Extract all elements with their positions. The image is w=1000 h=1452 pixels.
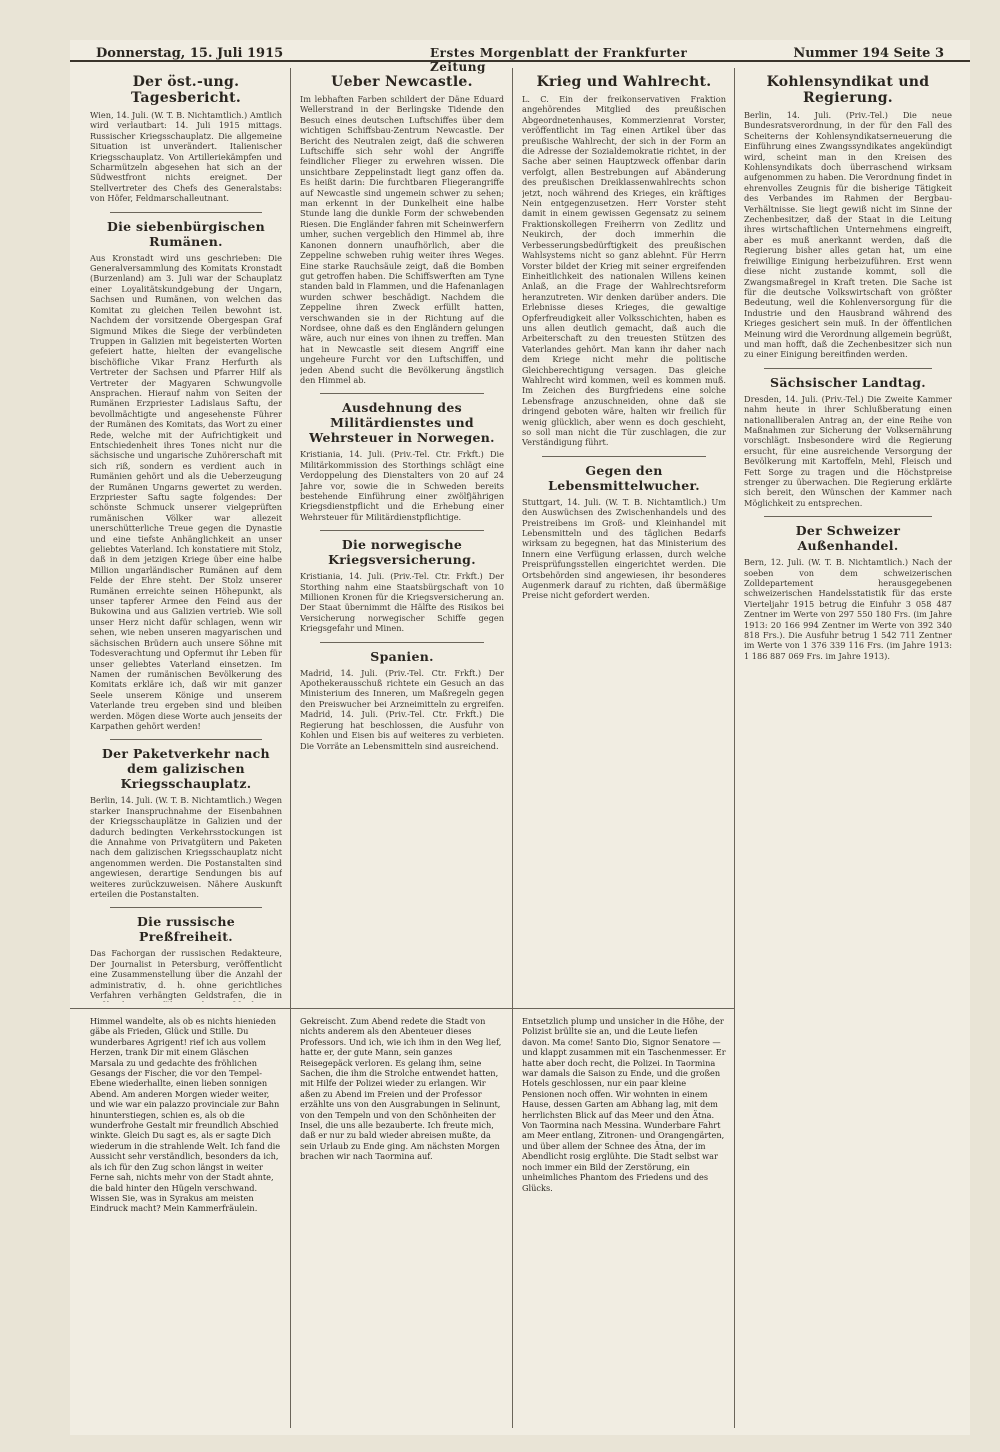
article-title: Der öst.-ung. Tagesbericht. — [130, 74, 242, 106]
column-3 — [522, 70, 726, 1002]
article-title: Die russische Preßfreiheit. — [137, 914, 235, 945]
divider — [110, 907, 262, 908]
article-text: Im lebhaften Farben schildert der Däne Eduard Wellerstrand in der Berlingske Tidende den Besuch eines deutschen Luftschiffes über dem wichtigen Schiffsbau-Zentrum Newcastle. Der Bericht des Neutralen zeigt, daß die schweren Luftschiffe sich sehr wohl der Angriffe feindlicher Flieger zu erwehren wissen. Die unsichtbare Zeppelinstadt liegt ganz offen da. Es heißt darin: Die furchtbaren Fliegerangriffe auf Newcastle sind ungemein schwer zu sehen; man erkennt in der Dunkelheit eine halbe Stunde lang die dunkle Form der schwebenden Riesen. Die Engländer fahren mit Scheinwerfern umher, suchen vergeblich den Himmel ab, ihre Kanonen donnern unaufhörlich, aber die Zeppeline schweben ruhig weiter ihres Weges. Eine starke Rauchsäule zeigt, daß die Bomben gut getroffen haben. Die Schiffswerften am Tyne standen bald in Flammen, und die Hafenanlagen wurden schwer beschädigt. Nachdem die Zeppeline ihren Zweck erfüllt hatten, verschwanden sie in der Richtung auf die Nordsee, ohne daß es den Engländern gelungen wäre, auch nur eines von ihnen zu treffen. Man hat in Newcastle seit diesem Angriff eine ungeheure Furcht vor den Luftschiffen, und jeden Abend sucht die Bevölkerung ängstlich den Himmel ab. — [300, 94, 504, 385]
article-title: Ausdehnung des Militärdienstes und Wehrsteuer in Norwegen. — [309, 400, 495, 446]
feuilleton-text: Himmel wandelte, als ob es nichts hienieden gäbe als Frieden, Glück und Stille. Du wunderbares Agrigent! rief ich aus vollem Herzen, trank Dir mit einem Gläschen Marsala zu und gedachte des fröhlichen Gesangs der Fischer, die vor den Tempel-Ebene wiederhallte, einen lieben sonnigen Abend. Am anderen Morgen wieder weiter, und wie war ein palazzo provinciale zur Bahn hinunterstiegen, schien es, als ob die wunderfrohe Gestalt mir freundlich Abschied winkte. Gleich Du sagt es, als er sagte Dich wiederum in die strahlende Welt. Ich fand die Aussicht sehr verständlich, besonders da ich, als ich für den Zug schon längst in weiter Ferne sah, nichts mehr von der Stadt ahnte, die bald hinter den Hügeln verschwand. Wissen Sie, was in Syrakus am meisten Eindruck macht? Mein Kammerfräulein. — [90, 1016, 281, 1214]
article-title: Gegen den Lebensmittelwucher. — [548, 462, 700, 493]
divider — [764, 368, 932, 369]
article-text: Berlin, 14. Juli. (W. T. B. Nichtamtlich.) Wegen starker Inanspruchnahme der Eisenbahnen der Kriegsschauplätze in Galizien und der dadurch bedingten Verkehrsstockungen ist die Annahme von Privatgütern und Paketen nach dem galizischen Kriegsschauplatz nicht angenommen werden. Die Postanstalten sind angewiesen, derartige Sendungen bis auf weiteres zurückzuweisen. Nähere Auskunft erteilen die Postanstalten. — [90, 795, 282, 899]
feuilleton-text: Gekreischt. Zum Abend redete die Stadt von nichts anderem als den Abenteuer dieses Professors. Und ich, wie ich ihm in den Weg lief, hatte er, der gute Mann, sein ganzes Reisegepäck verloren. Es gelang ihm, seine Sachen, die ihm die Strolche entwendet hatten, mit Hilfe der Polizei wieder zu erlangen. Wir aßen zu Abend im Freien und der Professor erzählte uns von den Ausgrabungen in Selinunt, von den Tempeln und von den Schönheiten der Insel, die uns alle bezauberte. Ich freute mich, daß er nur zu bald wieder abreisen mußte, da sein Urlaub zu Ende ging. Am nächsten Morgen brachen wir nach Taormina auf. — [300, 1016, 502, 1162]
article-lebensmittelwucher — [522, 463, 726, 601]
divider — [320, 530, 484, 531]
feuilleton-column-2 — [300, 1016, 504, 1426]
article-wahlrecht — [522, 74, 726, 448]
article-pressfreiheit — [90, 914, 282, 1002]
article-text: Stuttgart, 14. Juli. (W. T. B. Nichtamtlich.) Um den Auswüchsen des Zwischenhandels und des Preistreibens im Groß- und Kleinhandel mit Lebensmitteln und des täglichen Bedarfs wirksam zu begegnen, hat das Ministerium des Innern eine Verfügung erlassen, durch welche Preisprüfungsstellen eingerichtet werden. Die Ortsbehörden sind angewiesen, ihr besonderes Augenmerk darauf zu richten, daß übermäßige Preise nicht gefordert werden. — [522, 496, 726, 601]
masthead — [70, 40, 970, 74]
article-title: Die norwegische Kriegsversicherung. — [328, 537, 476, 568]
feuilleton-column-3 — [522, 1016, 726, 1426]
column-4 — [744, 70, 952, 1425]
article-norwegen — [300, 400, 504, 522]
column-rule — [512, 68, 513, 1428]
column-rule — [290, 68, 291, 1428]
issue-number: Nummer 194 Seite 3 — [793, 46, 944, 61]
column-1 — [90, 70, 282, 1002]
article-text: Bern, 12. Juli. (W. T. B. Nichtamtlich.) Nach der soeben von dem schweizerischen Zolldepartement herausgegebenen schweizerischen Handelsstatistik für das erste Vierteljahr 1915 betrug die Einfuhr 3 058 487 Zentner im Werte von 297 550 180 Frs. (im Jahre 1913: 20 166 994 Zentner im Werte von 392 340 818 Frs.). Die Ausfuhr betrug 1 542 711 Zentner im Werte von 1 376 339 116 Frs. (im Jahre 1913: 1 186 887 069 Frs. im Jahre 1913). — [744, 557, 952, 661]
divider — [110, 212, 262, 213]
article-spanien — [300, 649, 504, 751]
article-rumaenen — [90, 219, 282, 732]
article-title: Krieg und Wahlrecht. — [536, 74, 712, 90]
article-text: Das Fachorgan der russischen Redakteure, Der Journalist in Petersburg, veröffentlicht eine Zusammenstellung über die Anzahl der administrativ, d. h. ohne gerichtliches Verfahren verhängten Geldstrafen, die in — [90, 948, 282, 1001]
newspaper-title: Erstes Morgenblatt der Frankfurter Zeitung — [430, 46, 688, 74]
article-text: Berlin, 14. Juli. (Priv.-Tel.) Die neue Bundesratsverordnung, in der für den Fall des Scheiterns der Kohlensyndikatserneuerung die Einführung eines Zwangssyndikates angekündigt wird, scheint man in den Kreisen des Kohlensyndikats doch überraschend wirksam aufgenommen zu haben. Die Verordnung findet in ehrenvolles Zeugnis für die bisherige Tätigkeit des Verbandes im Rahmen der Bergbau-Verhältnisse. Sie liegt gewiß nicht im Sinne der Zechenbesitzer, daß der Staat in die Leitung ihres wirtschaftlichen Unternehmens eingreift, aber es muß anerkannt werden, daß die Regierung bisher alles getan hat, um eine freiwillige Einigung herbeizuführen. Erst wenn diese nicht zustande kommt, soll die Zwangsmaßregel in Kraft treten. Die Sache ist für die deutsche Volkswirtschaft von größter Bedeutung, weil die Kohlenversorgung für die Industrie und den Hausbrand während des Krieges gesichert sein muß. In der öffentlichen Meinung wird die Verordnung allgemein begrüßt, und man hofft, daß die Zechenbesitzer sich nun zu einer Einigung bereitfinden werden. — [744, 110, 952, 360]
article-title: Der Schweizer Außenhandel. — [795, 523, 901, 554]
issue-date: Donnerstag, 15. Juli 1915 — [96, 46, 284, 61]
article-landtag — [744, 375, 952, 508]
divider — [320, 393, 484, 394]
feuilleton-column-1 — [90, 1016, 282, 1426]
divider — [320, 642, 484, 643]
newspaper-page — [70, 40, 970, 1435]
article-text: Kristiania, 14. Juli. (Priv.-Tel. Ctr. Frkft.) Der Storthing nahm eine Staatsbürgschaft von 10 Millionen Kronen für die Kriegsversicherung an. Der Staat übernimmt die Hälfte des Risikos bei Versicherung norwegischer Schiffe gegen Kriegsgefahr und Minen. — [300, 571, 504, 634]
article-tagesbericht — [90, 74, 282, 204]
article-title: Der Paketverkehr nach dem galizischen Kriegsschauplatz. — [102, 746, 270, 792]
article-text: L. C. Ein der freikonservativen Fraktion angehörendes Mitglied des preußischen Abgeordnetenhauses, Kommerzienrat Vorster, veröffentlicht im Tag einen Artikel über das preußische Wahlrecht, der sich in der Form an die Adresse der Sozialdemokratie richtet, in der Sache aber seinen Hauptzweck offenbar darin verfolgt, allen Bestrebungen auf Abänderung des preußischen Dreiklassenwahlrechts schon jetzt, noch während des Krieges, ein kräftiges Nein entgegenzusetzen. Herr Vorster steht damit in einem gewissen Gegensatz zu seinem Fraktionskollegen Freiherrn von Zedlitz und Neukirch, der doch immerhin die Verbesserungsbedürftigkeit des preußischen Wahlsystems nicht so ganz ablehnt. Für Herrn Vorster bildet der Krieg mit seiner ergreifenden Einheitlichkeit des nationalen Willens keinen Anlaß, an die Frage der Wahlrechtsreform heranzutreten. Wir denken darüber anders. Die Erlebnisse dieses Krieges, die gewaltige Opferfreudigkeit aller Volksschichten, haben es uns allen deutlich gemacht, daß auch die Arbeiterschaft zu den treuesten Stützen des Vaterlandes gehört. Man kann ihr daher nach dem Kriege nicht mehr die politische Gleichberechtigung versagen. Das gleiche Wahlrecht wird kommen, weil es kommen muß. Im Zeichen des Burgfriedens eine solche Lebensfrage anzuschneiden, ohne daß sie dringend geboten wäre, halten wir freilich für wenig glücklich, aber wenn es doch geschieht, so soll man nicht die Tür zuschlagen, die zur Verständigung führt. — [522, 94, 726, 448]
divider — [764, 516, 932, 517]
article-kohlensyndikat — [744, 74, 952, 360]
feuilleton-rule — [70, 1008, 734, 1009]
article-title: Die siebenbürgischen Rumänen. — [106, 218, 266, 249]
article-text: Madrid, 14. Juli. (Priv.-Tel. Ctr. Frkft.) Der Apothekerausschuß richtete ein Gesuch an das Ministerium des Inneren, um Maßregeln gegen den Preiswucher bei Arzneimitteln zu ergreifen. Madrid, 14. Juli. (Priv.-Tel. Ctr. Frkft.) Die Regierung hat beschlossen, die Ausfuhr von Kohlen und Eisen bis auf weiteres zu verbieten. Die Vorräte an Lebensmitteln sind ausreichend. — [300, 667, 504, 751]
article-paketverkehr — [90, 746, 282, 899]
article-title: Kohlensyndikat und Regierung. — [766, 74, 930, 106]
article-aussenhandel — [744, 523, 952, 661]
divider — [110, 739, 262, 740]
column-rule — [734, 68, 735, 1428]
article-title: Spanien. — [370, 648, 434, 664]
feuilleton-text: Entsetzlich plump und unsicher in die Höhe, der Polizist brüllte sie an, und die Leute liefen davon. Ma come! Santo Dio, Signor Senatore — und klappt zusammen mit ein Taschenmesser. Er hatte aber doch recht, die Polizei. In Taormina war damals die Saison zu Ende, und die großen Hotels geschlossen, nur ein paar kleine Pensionen noch offen. Wir wohnten in einem Hause, dessen Garten am Abhang lag, mit dem herrlichsten Blick auf das Meer und den Ätna. Von Taormina nach Messina. Wunderbare Fahrt am Meer entlang, Zitronen- und Orangengärten, und über allem der Schnee des Ätna, der im Abendlicht rosig erglühte. Die Stadt selbst war noch immer ein Bild der Zerstörung, ein unheimliches Phantom des Friedens und des Glücks. — [522, 1016, 726, 1193]
column-2 — [300, 70, 504, 1002]
article-text: Kristiania, 14. Juli. (Priv.-Tel. Ctr. Frkft.) Die Militärkommission des Storthings schlägt eine Verdoppelung des Dienstalters von 20 auf 24 Jahre vor, sowie die in Schweden bereits bestehende Einführung einer zwölfjährigen Kriegsdienstpflicht und die Erhebung einer Wehrsteuer für Militärdienstpflichtige. — [300, 449, 504, 522]
article-text: Dresden, 14. Juli. (Priv.-Tel.) Die Zweite Kammer nahm heute in ihrer Schlußberatung einen nationalliberalen Antrag an, der eine Reihe von Maßnahmen zur Sicherung der Volksernährung vorschlägt. Insbesondere wird die Regierung ersucht, für eine ausreichende Versorgung der Bevölkerung mit Kartoffeln, Mehl, Fleisch und Fett Sorge zu tragen und die Höchstpreise strenger zu überwachen. Die Regierung erklärte sich bereit, den Wünschen der Kammer nach Möglichkeit zu entsprechen. — [744, 393, 952, 508]
article-title: Sächsischer Landtag. — [770, 374, 926, 390]
divider — [542, 456, 706, 457]
article-kriegsversicherung — [300, 537, 504, 633]
article-text: Aus Kronstadt wird uns geschrieben: Die Generalversammlung des Komitats Kronstadt (Burzenland) am 3. Juli war der Schauplatz einer Loyalitätskundgebung der Ungarn, Sachsen und Rumänen, von welchen das Komitat zu gleichen Teilen bewohnt ist. Nachdem der vorsitzende Obergespan Graf Sigmund Mikes die Siege der verbündeten Truppen in Galizien mit begeisterten Worten gefeiert hatte, hielten der evangelische bischöfliche Vikar Franz Herfurth als Vertreter der Sachsen und Pfarrer Hilf als Vertreter der Magyaren Schwungvolle Ansprachen. Hierauf nahm von Seiten der Rumänen Erzpriester Ladislaus Saftu, der bevollmächtigte und angesehenste Führer der Rumänen des Komitats, das Wort zu einer Rede, welche mit der Aufrichtigkeit und Entschiedenheit ihres Tones nicht nur die sächsische und ungarische Zuhörerschaft mit sich riß, sondern es verdient auch in Rumänien gehört und als die Ueberzeugung der Rumänen Ungarns gewertet zu werden. Erzpriester Saftu sagte folgendes: Der schönste Schmuck unserer vielgeprüften rumänischen Völker war allezeit unerschütterliche Treue gegen die Dynastie und eine tiefste Anhänglichkeit an unser geliebtes Vaterland. Ich konstatiere mit Stolz, daß in dem jetzigen Kriege über eine halbe Million ungarländischer Rumänen auf dem Felde der Ehre steht. Der Stolz unserer Rumänen erreichte seinen Höhepunkt, als unser tapferer Armee den Feind aus der Bukowina und aus Galizien vertrieb. Wie soll unser Herz nicht dafür schlagen, wenn wir sehen, wie neben unseren magyarischen und sächsischen Brüdern auch unsere Söhne mit Todesverachtung und Opfermut ihr Leben für unser geliebtes Vaterland einsetzen. Im Namen der rumänischen Bevölkerung des Komitats erkläre ich, daß wir mit ganzer Seele unserem Könige und unserem Vaterlande treu ergeben sind und bleiben werden. Mögen diese Worte auch jenseits der Karpathen gehört werden! — [90, 252, 282, 731]
article-title: Ueber Newcastle. — [331, 74, 473, 90]
article-text: Wien, 14. Juli. (W. T. B. Nichtamtlich.) Amtlich wird verlautbart: 14. Juli 1915 mittags. Russischer Kriegsschauplatz. Die allgemeine Situation ist unverändert. Italienischer Kriegsschauplatz. Von Artilleriekämpfen und Scharmützeln abgesehen hat sich an der Südwestfront nichts ereignet. Der Stellvertreter des Chefs des Generalstabs: von Höfer, Feldmarschalleutnant. — [90, 110, 282, 204]
article-newcastle — [300, 74, 504, 385]
